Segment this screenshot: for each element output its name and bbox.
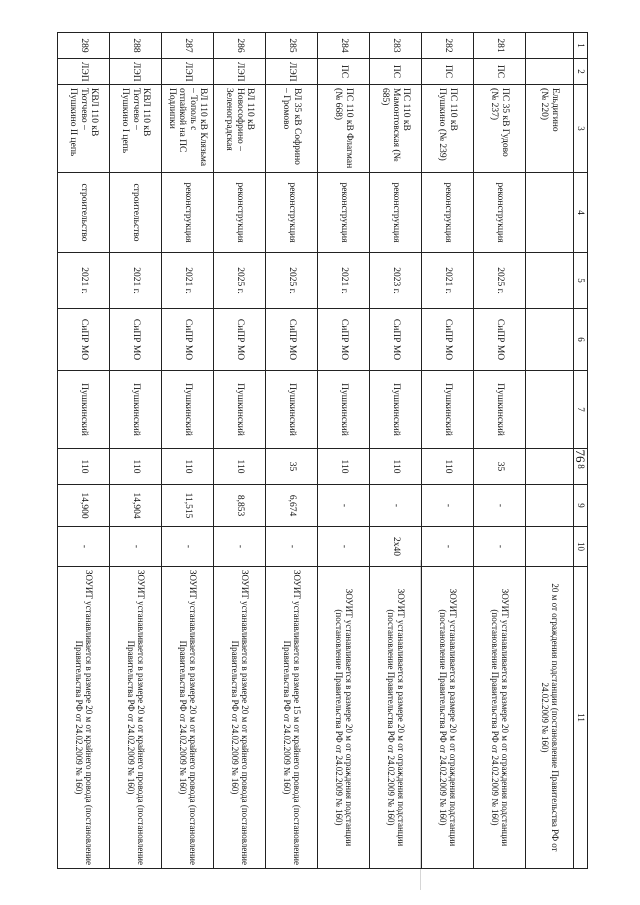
cell-capacity: - (214, 527, 266, 567)
table-row (370, 33, 422, 869)
col-header-5: 5 (574, 253, 588, 309)
cell-type: ЛЭП (110, 59, 162, 85)
cell-capacity: - (110, 527, 162, 567)
table-row (318, 33, 370, 869)
cell-type (526, 59, 574, 85)
cell-agency: СиПР МО (58, 309, 110, 371)
cell-year: 2025 г. (214, 253, 266, 309)
cell-capacity: - (58, 527, 110, 567)
cell-year: 2023 г. (370, 253, 422, 309)
cell-num: 287 (162, 33, 214, 59)
col-header-4: 4 (574, 173, 588, 253)
cell-agency: СиПР МО (110, 309, 162, 371)
cell-voltage: 35 (474, 449, 526, 485)
col-header-11: 11 (574, 567, 588, 869)
cell-year: 2021 г. (318, 253, 370, 309)
cell-agency: СиПР МО (318, 309, 370, 371)
cell-year: 2021 г. (162, 253, 214, 309)
cell-agency: СиПР МО (474, 309, 526, 371)
cell-num: 283 (370, 33, 422, 59)
table-row (266, 33, 318, 869)
cell-work: реконструкция (370, 173, 422, 253)
cell-district (526, 371, 574, 449)
cell-length: 6,674 (266, 485, 318, 527)
cell-length: 14,904 (110, 485, 162, 527)
cell-year: 2021 г. (422, 253, 474, 309)
table-row (58, 33, 110, 869)
cell-capacity: - (422, 527, 474, 567)
cell-district: Пушкинский (318, 371, 370, 449)
cell-capacity: - (318, 527, 370, 567)
col-header-10: 10 (574, 527, 588, 567)
col-header-7: 7 (574, 371, 588, 449)
cell-note: ЗОУИТ устанавливается в размере 20 м от ограждения подстанции (постановление Правительства РФ от 24.02.2009 № 160) (422, 567, 474, 869)
cell-agency: СиПР МО (266, 309, 318, 371)
cell-district: Пушкинский (370, 371, 422, 449)
col-header-2: 2 (574, 59, 588, 85)
cell-voltage: 35 (266, 449, 318, 485)
cell-name: ПС 110 кВ Флагман (№ 668) (318, 85, 370, 173)
table-row (422, 33, 474, 869)
col-header-3: 3 (574, 85, 588, 173)
cell-note: ЗОУИТ устанавливается в размере 20 м от крайнего провода (постановление Правительства РФ от 24.02.2009 № 160) (58, 567, 110, 869)
cell-agency: СиПР МО (370, 309, 422, 371)
rotated-table-container (35, 32, 588, 868)
cell-note: 20 м от ограждения подстанции (постановление Правительства РФ от 24.02.2009 № 160) (526, 567, 574, 869)
cell-name: КВЛ 110 кВ Тютчево – Пушкино I цепь (110, 85, 162, 173)
cell-length: - (370, 485, 422, 527)
cell-num: 282 (422, 33, 474, 59)
col-header-1: 1 (574, 33, 588, 59)
cell-district: Пушкинский (162, 371, 214, 449)
cell-capacity: - (266, 527, 318, 567)
cell-type: ЛЭП (214, 59, 266, 85)
cell-length: - (474, 485, 526, 527)
cell-type: ЛЭП (266, 59, 318, 85)
table-row (474, 33, 526, 869)
cell-type: ПС (318, 59, 370, 85)
cell-num: 288 (110, 33, 162, 59)
cell-work: строительство (110, 173, 162, 253)
column-number-row (574, 33, 588, 869)
table-row (110, 33, 162, 869)
cell-agency: СиПР МО (422, 309, 474, 371)
cell-note: ЗОУИТ устанавливается в размере 20 м от крайнего провода (постановление Правительства РФ от 24.02.2009 № 160) (214, 567, 266, 869)
cell-type: ПС (422, 59, 474, 85)
cell-capacity: - (162, 527, 214, 567)
cell-capacity: 2х40 (370, 527, 422, 567)
cell-work: реконструкция (266, 173, 318, 253)
cell-name: ПС 35 кВ Гудово (№ 237) (474, 85, 526, 173)
cell-type: ПС (370, 59, 422, 85)
cell-type: ПС (474, 59, 526, 85)
cell-note: ЗОУИТ устанавливается в размере 20 м от ограждения подстанции (постановление Правительства РФ от 24.02.2009 № 160) (318, 567, 370, 869)
cell-note: ЗОУИТ устанавливается в размере 15 м от крайнего провода (постановление Правительства РФ от 24.02.2009 № 160) (266, 567, 318, 869)
cell-capacity: - (474, 527, 526, 567)
cell-voltage: 110 (162, 449, 214, 485)
cell-year (526, 253, 574, 309)
cell-note: ЗОУИТ устанавливается в размере 20 м от крайнего провода (постановление Правительства РФ от 24.02.2009 № 160) (110, 567, 162, 869)
cell-district: Пушкинский (266, 371, 318, 449)
cell-num: 284 (318, 33, 370, 59)
cell-year: 2021 г. (58, 253, 110, 309)
cell-num: 289 (58, 33, 110, 59)
cell-district: Пушкинский (474, 371, 526, 449)
cell-voltage (526, 449, 574, 485)
cell-length: - (318, 485, 370, 527)
cell-note: ЗОУИТ устанавливается в размере 20 м от крайнего провода (постановление Правительства РФ от 24.02.2009 № 160) (162, 567, 214, 869)
cell-work: реконструкция (422, 173, 474, 253)
cell-type: ЛЭП (58, 59, 110, 85)
cell-district: Пушкинский (422, 371, 474, 449)
cell-voltage: 110 (422, 449, 474, 485)
cell-name: ПС 110 кВ Мамонтовская (№ 685) (370, 85, 422, 173)
cell-voltage: 110 (214, 449, 266, 485)
cell-name: Ельдигино (№ 220) (526, 85, 574, 173)
cell-num: 281 (474, 33, 526, 59)
col-header-6: 6 (574, 309, 588, 371)
cell-agency: СиПР МО (162, 309, 214, 371)
table-row (214, 33, 266, 869)
cell-capacity (526, 527, 574, 567)
cell-voltage: 110 (318, 449, 370, 485)
cell-length: 14,900 (58, 485, 110, 527)
cell-district: Пушкинский (58, 371, 110, 449)
cell-length (526, 485, 574, 527)
cell-length: 8,853 (214, 485, 266, 527)
cell-length: 11,515 (162, 485, 214, 527)
cell-voltage: 110 (58, 449, 110, 485)
cell-name: ПС 110 кВ Пушкино (№ 239) (422, 85, 474, 173)
col-header-9: 9 (574, 485, 588, 527)
cell-work: реконструкция (162, 173, 214, 253)
cell-num: 286 (214, 33, 266, 59)
cell-voltage: 110 (370, 449, 422, 485)
cell-agency: СиПР МО (214, 309, 266, 371)
cell-length: - (422, 485, 474, 527)
col-header-8: 8 (574, 449, 588, 485)
cell-name: КВЛ 110 кВ Тютчево – Пушкино II цепь (58, 85, 110, 173)
cell-voltage: 110 (110, 449, 162, 485)
cell-note: ЗОУИТ устанавливается в размере 20 м от ограждения подстанции (постановление Правительства РФ от 24.02.2009 № 160) (474, 567, 526, 869)
cell-district: Пушкинский (214, 371, 266, 449)
cell-work: реконструкция (474, 173, 526, 253)
page-number: 76 (573, 449, 588, 463)
cell-year: 2021 г. (110, 253, 162, 309)
cell-district: Пушкинский (110, 371, 162, 449)
cell-agency (526, 309, 574, 371)
cell-type: ЛЭП (162, 59, 214, 85)
cell-year: 2025 г. (266, 253, 318, 309)
cell-note: ЗОУИТ устанавливается в размере 20 м от ограждения подстанции (постановление Правительства РФ от 24.02.2009 № 160) (370, 567, 422, 869)
cell-year: 2025 г. (474, 253, 526, 309)
cell-num (526, 33, 574, 59)
cell-name: ВЛ 35 кВ Софрино – Громово (266, 85, 318, 173)
cell-work: строительство (58, 173, 110, 253)
cell-name: ВЛ 110 кВ Новософрино – Зеленоградская (214, 85, 266, 173)
cell-num: 285 (266, 33, 318, 59)
cell-work: реконструкция (318, 173, 370, 253)
planning-table (57, 32, 588, 869)
continuation-row (526, 33, 574, 869)
cell-work (526, 173, 574, 253)
cell-work: реконструкция (214, 173, 266, 253)
table-row (162, 33, 214, 869)
cell-name: ВЛ 110 кВ Клязьма – Тополь с отпайкой на ПС Подлипки (162, 85, 214, 173)
